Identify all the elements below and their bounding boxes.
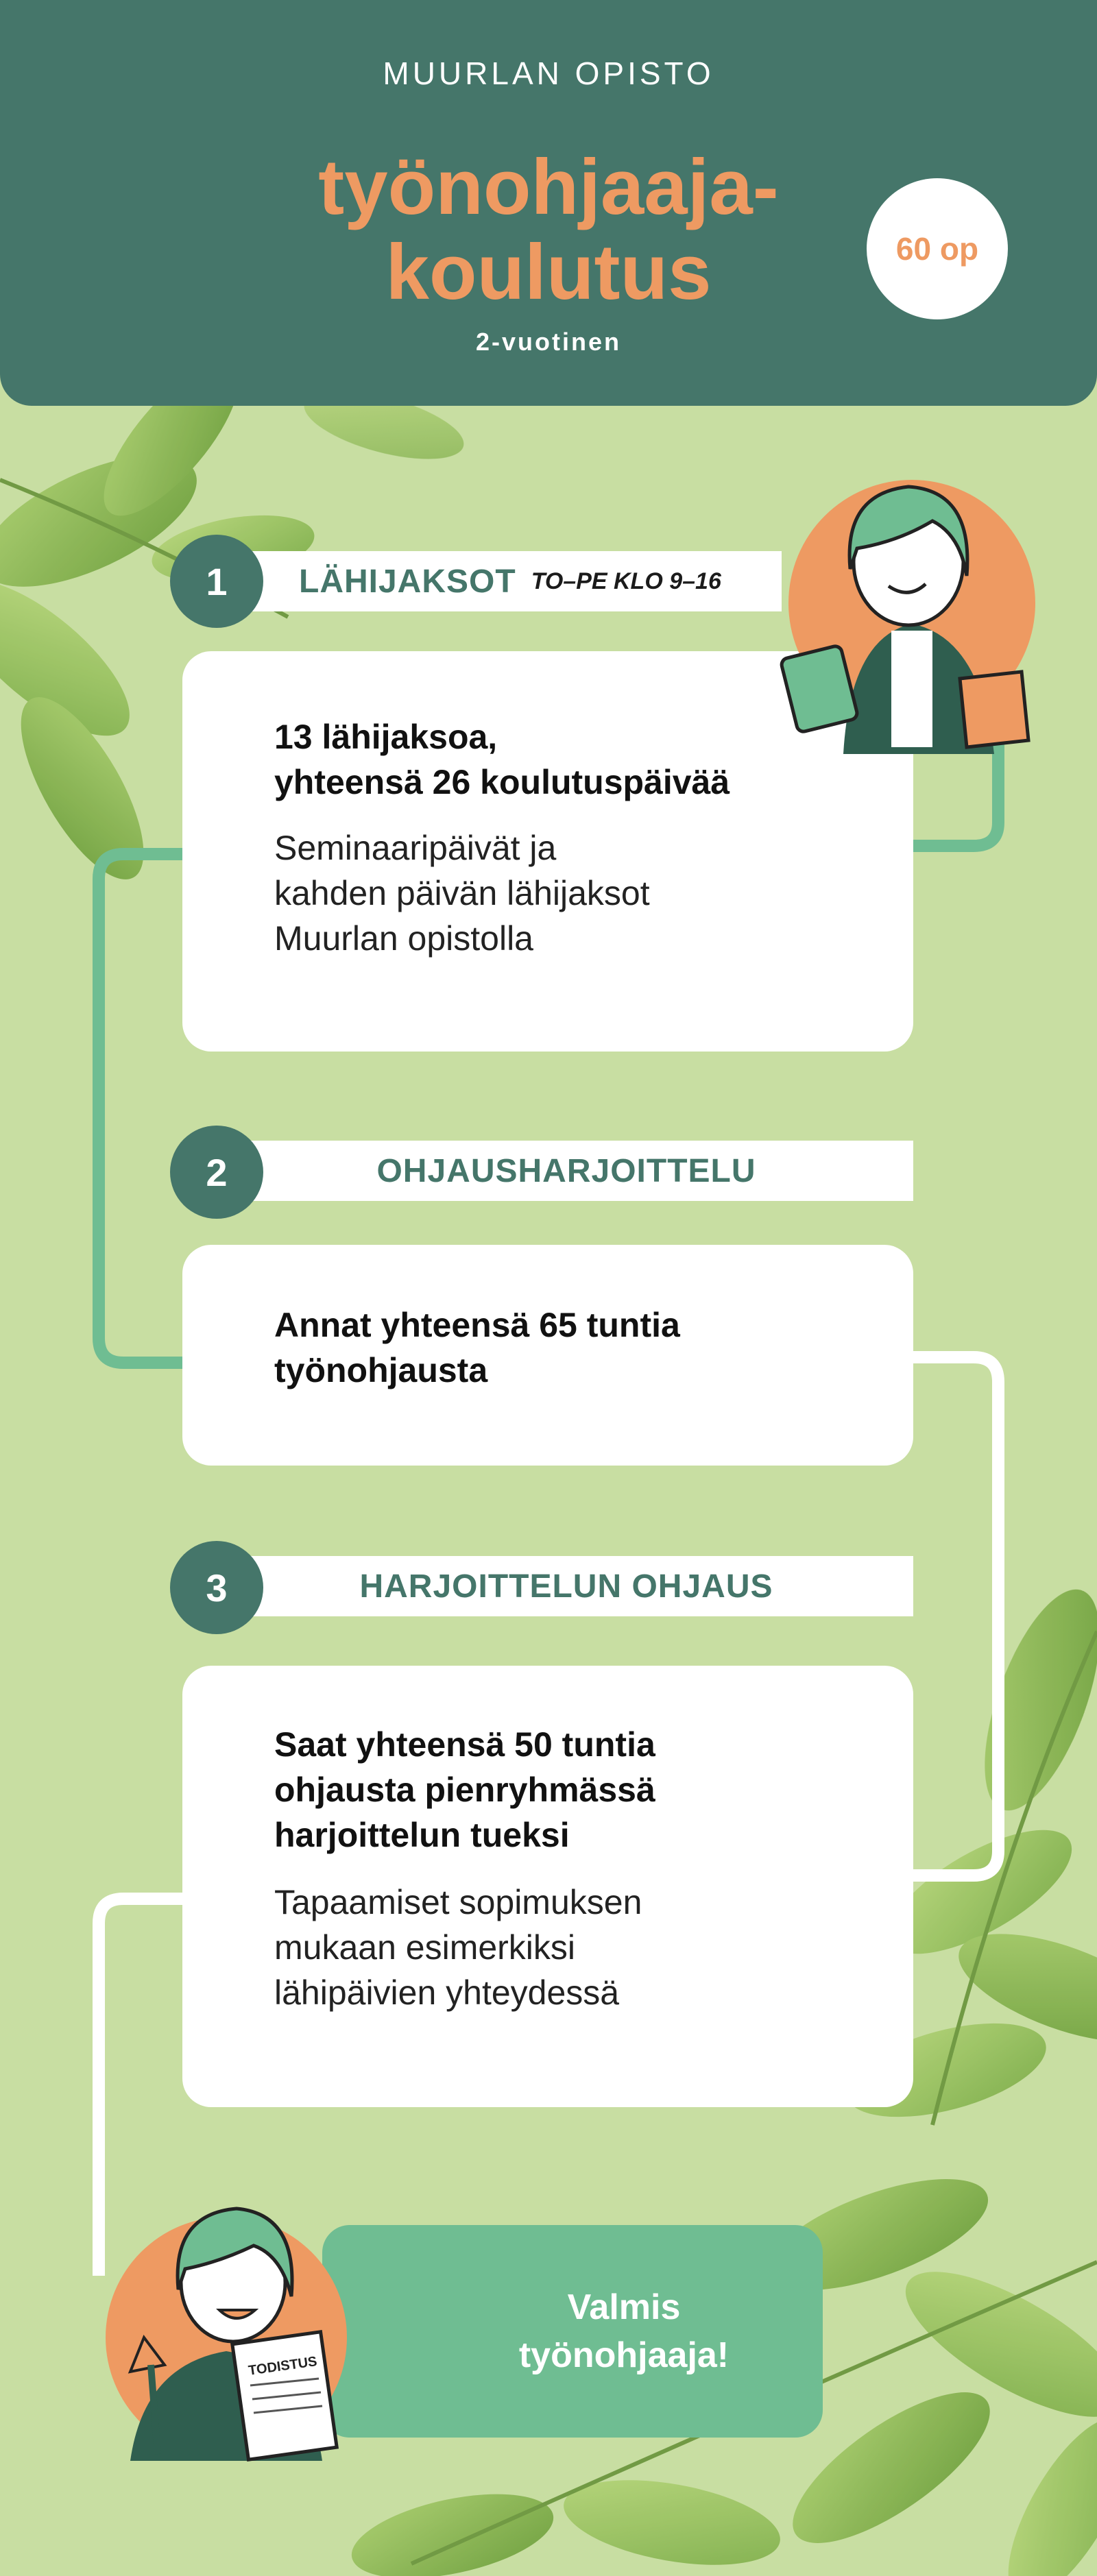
step-2-highlight-line: Annat yhteensä 65 tuntia [274, 1306, 680, 1344]
step-2-number: 2 [170, 1126, 263, 1219]
step-1-schedule: TO–PE KLO 9–16 [531, 568, 721, 594]
step-3-description-line: lähipäivien yhteydessä [274, 1973, 620, 2012]
step-3-highlight-line: ohjausta pienryhmässä [274, 1771, 655, 1809]
step-1-description-line: Muurlan opistolla [274, 919, 533, 958]
final-line-2: työnohjaaja! [518, 2335, 730, 2375]
graduate-character-icon [103, 2180, 377, 2468]
title-line-1: työnohjaaja- [318, 144, 779, 231]
credits-badge: 60 op [867, 178, 1008, 319]
title-line-2: koulutus [385, 229, 712, 316]
step-3-highlight [274, 1722, 872, 1858]
final-line-1: Valmis [567, 2287, 681, 2327]
step-1-description-line: Seminaaripäivät ja [274, 829, 557, 867]
step-3-description-line: mukaan esimerkiksi [274, 1928, 576, 1967]
step-2-title: OHJAUSHARJOITTELU [376, 1152, 756, 1189]
step-2-card [182, 1245, 913, 1466]
step-3-banner [219, 1556, 913, 1616]
duration-subtitle: 2-vuotinen [475, 328, 621, 356]
step-2-highlight-line: työnohjausta [274, 1351, 488, 1389]
page-title [206, 145, 891, 315]
step-1-title: LÄHIJAKSOT [299, 563, 516, 600]
step-3-number: 3 [170, 1541, 263, 1634]
final-result-box [322, 2225, 823, 2438]
step-2-banner [219, 1141, 913, 1201]
step-3-title: HARJOITTELUN OHJAUS [359, 1568, 773, 1605]
step-1-highlight-line: 13 lähijaksoa, [274, 718, 498, 756]
step-2-highlight [274, 1302, 872, 1393]
step-1-banner [219, 551, 782, 611]
certificate-text: TODISTUS [247, 2354, 318, 2379]
header [0, 0, 1097, 406]
step-1-number: 1 [170, 535, 263, 628]
step-3-description [274, 1880, 872, 2015]
organization-name: MUURLAN OPISTO [383, 56, 714, 91]
step-3-description-line: Tapaamiset sopimuksen [274, 1883, 642, 1921]
step-3-highlight-line: harjoittelun tueksi [274, 1816, 570, 1854]
step-1-description-line: kahden päivän lähijaksot [274, 874, 650, 912]
step-1-description [274, 825, 872, 961]
step-1-highlight-line: yhteensä 26 koulutuspäivää [274, 763, 730, 801]
step-3-card [182, 1666, 913, 2107]
student-character-icon [761, 466, 1035, 768]
step-3-highlight-line: Saat yhteensä 50 tuntia [274, 1725, 655, 1764]
